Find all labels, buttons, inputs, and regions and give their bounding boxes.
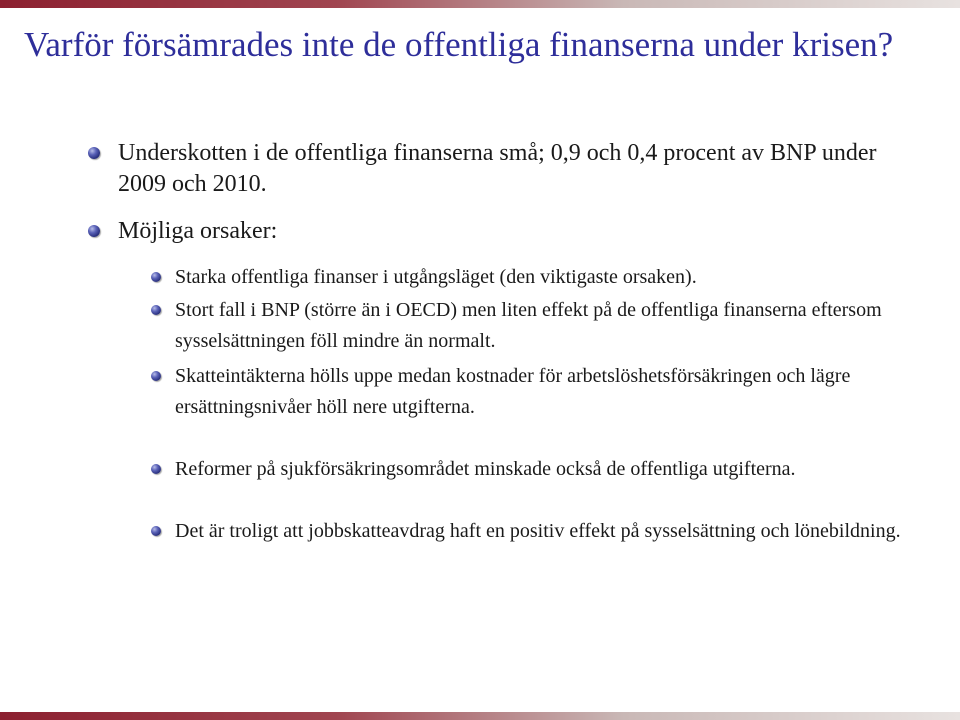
bullet-deficits — [118, 138, 918, 200]
sub-bullet-reforms — [175, 454, 915, 485]
sub-bullet-text: Starka offentliga finanser i utgångsläget (den viktigaste orsaken). — [175, 266, 697, 288]
bullet-possible-causes — [118, 216, 918, 247]
sub-bullet-gdp-fall — [175, 295, 915, 357]
sub-bullet-text: Skatteintäkterna hölls uppe medan kostnader för arbetslöshetsförsäkringen och lägre ersättningsnivåer höll nere utgifterna. — [175, 365, 851, 418]
sub-bullet-icon — [151, 272, 161, 282]
sub-bullet-icon — [151, 371, 161, 381]
sub-bullet-text: Stort fall i BNP (större än i OECD) men liten effekt på de offentliga finanserna eftersom sysselsättningen föll mindre än normalt. — [175, 299, 882, 352]
bullet-text: Underskotten i de offentliga finanserna små; 0,9 och 0,4 procent av BNP under 2009 och 2010. — [118, 140, 877, 197]
sub-bullet-text: Det är troligt att jobbskatteavdrag haft en positiv effekt på sysselsättning och lönebildning. — [175, 520, 901, 542]
sub-bullet-icon — [151, 305, 161, 315]
sub-bullet-tax-revenue — [175, 361, 915, 423]
bullet-text: Möjliga orsaker: — [118, 218, 278, 244]
sub-bullet-text: Reformer på sjukförsäkringsområdet minskade också de offentliga utgifterna. — [175, 458, 796, 480]
bottom-decor-bar — [0, 712, 960, 720]
bullet-icon — [88, 225, 100, 237]
slide-title: Varför försämrades inte de offentliga finanserna under krisen? — [24, 25, 894, 64]
sub-bullet-icon — [151, 526, 161, 536]
top-decor-bar — [0, 0, 960, 8]
sub-bullet-job-tax-credit — [175, 516, 915, 547]
sub-bullet-icon — [151, 464, 161, 474]
sub-bullet-strong-finances — [175, 262, 915, 293]
bullet-icon — [88, 147, 100, 159]
